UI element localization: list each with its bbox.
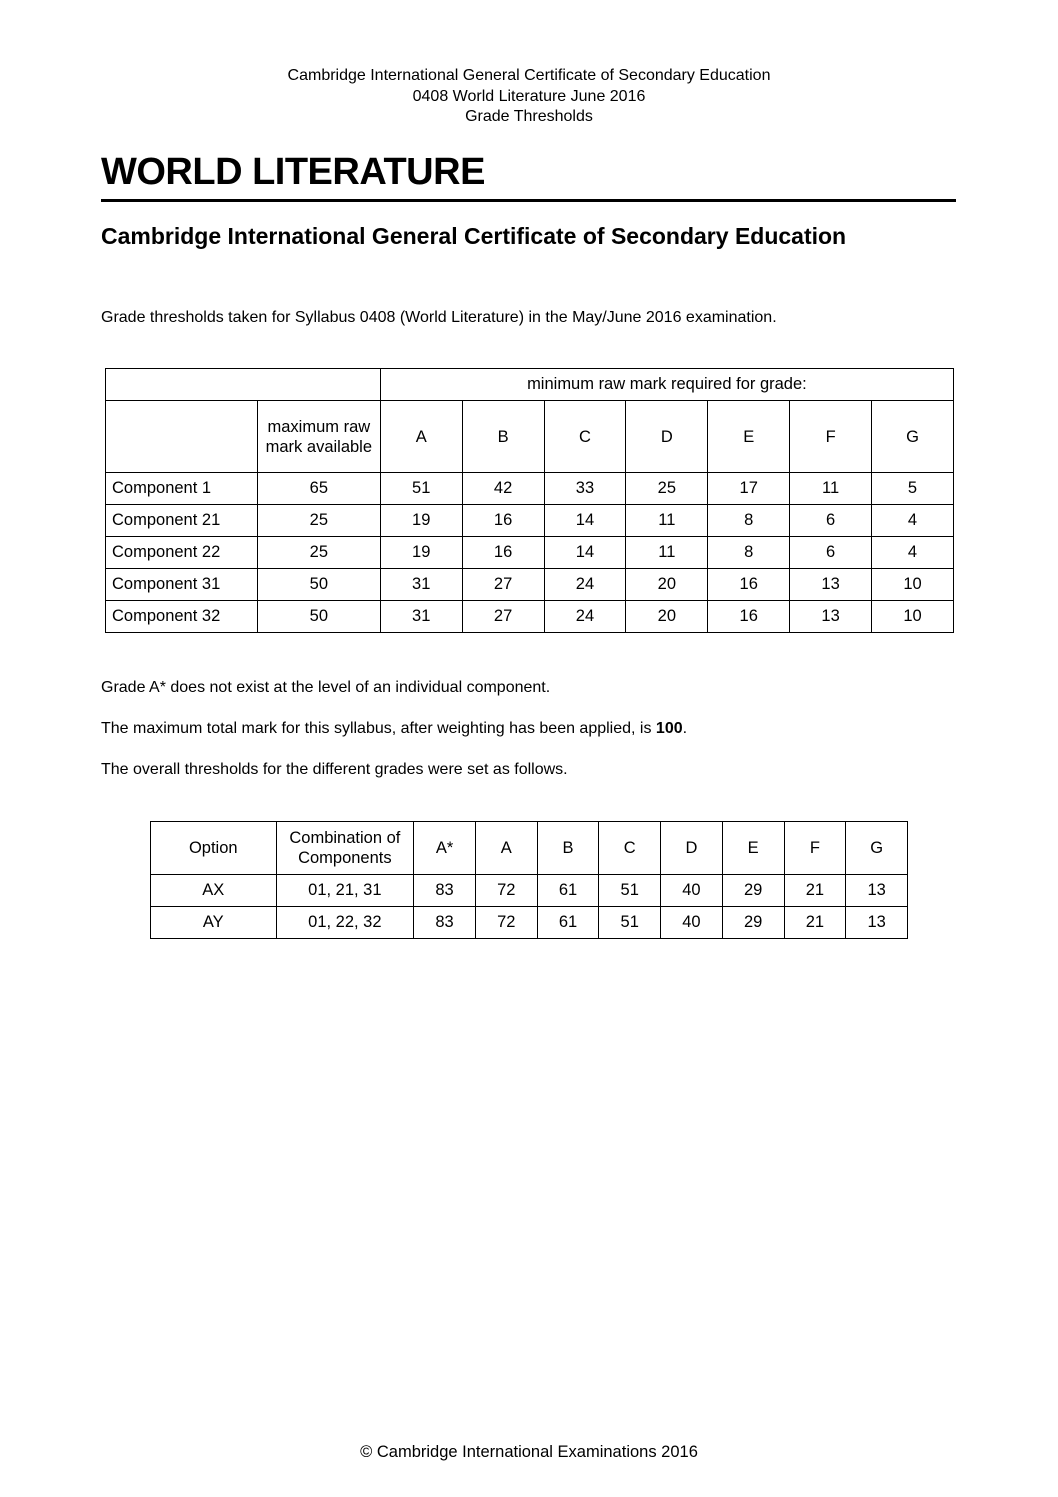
max-total-end: . [682,720,688,737]
component-name: Component 31 [106,569,258,601]
table-row [106,601,954,633]
max-total-text: The maximum total mark for this syllabus, after weighting has been applied, is [101,720,656,737]
threshold-value: 10 [872,601,954,633]
table-row [106,473,954,505]
intro-text: Grade thresholds taken for Syllabus 0408 (World Literature) in the May/June 2016 examination. [101,309,777,326]
threshold-value: 51 [599,907,661,939]
grade-header: D [661,822,723,875]
threshold-value: 16 [462,537,544,569]
threshold-value: 16 [708,601,790,633]
header-line-qualification: Cambridge International General Certificate of Secondary Education [287,67,771,84]
table-row [106,505,954,537]
threshold-value: 17 [708,473,790,505]
component-name: Component 1 [106,473,258,505]
threshold-value: 4 [872,505,954,537]
threshold-value: 51 [380,473,462,505]
max-mark-value: 50 [257,569,380,601]
grade-header: F [790,401,872,473]
threshold-value: 19 [380,505,462,537]
combination-value: 01, 22, 32 [276,907,414,939]
threshold-value: 61 [537,875,599,907]
threshold-value: 20 [626,569,708,601]
grade-header: G [872,401,954,473]
grade-header: C [544,401,626,473]
threshold-value: 13 [790,569,872,601]
combination-header: Combination of Components [276,822,414,875]
max-total-note [101,719,687,739]
grade-header: D [626,401,708,473]
max-mark-value: 25 [257,505,380,537]
threshold-value: 6 [790,537,872,569]
component-name: Component 32 [106,601,258,633]
grade-header: B [462,401,544,473]
grade-header: G [846,822,908,875]
threshold-value: 21 [784,875,846,907]
grade-header: F [784,822,846,875]
component-name: Component 21 [106,505,258,537]
max-mark-header: maximum raw mark available [257,401,380,473]
grade-header: B [537,822,599,875]
threshold-value: 8 [708,505,790,537]
max-total-value: 100 [655,720,683,737]
grade-header: E [722,822,784,875]
threshold-value: 31 [380,601,462,633]
threshold-value: 14 [544,537,626,569]
threshold-value: 8 [708,537,790,569]
table-row [151,907,908,939]
threshold-value: 42 [462,473,544,505]
copyright-footer: © Cambridge International Examinations 2016 [360,1443,698,1461]
option-value: AY [151,907,277,939]
option-value: AX [151,875,277,907]
max-mark-value: 65 [257,473,380,505]
threshold-value: 40 [661,907,723,939]
threshold-value: 33 [544,473,626,505]
threshold-value: 11 [790,473,872,505]
threshold-value: 61 [537,907,599,939]
header-line-document-type: Grade Thresholds [465,108,593,125]
threshold-value: 31 [380,569,462,601]
threshold-value: 20 [626,601,708,633]
threshold-value: 51 [599,875,661,907]
page-header [0,66,1058,128]
threshold-value: 72 [475,907,537,939]
threshold-value: 16 [708,569,790,601]
threshold-value: 5 [872,473,954,505]
title-divider [101,199,956,202]
threshold-value: 29 [722,907,784,939]
component-name: Component 22 [106,537,258,569]
threshold-value: 24 [544,569,626,601]
page-title: WORLD LITERATURE [101,151,485,193]
grade-header: A [475,822,537,875]
threshold-value: 83 [414,875,476,907]
threshold-value: 29 [722,875,784,907]
overall-note: The overall thresholds for the different grades were set as follows. [101,761,568,778]
page-subtitle: Cambridge International General Certificate of Secondary Education [101,223,847,249]
max-mark-value: 50 [257,601,380,633]
threshold-value: 72 [475,875,537,907]
table-corner-cell [106,369,381,401]
header-line-syllabus: 0408 World Literature June 2016 [412,87,646,105]
grade-header: E [708,401,790,473]
threshold-value: 40 [661,875,723,907]
threshold-value: 11 [626,505,708,537]
threshold-value: 27 [462,601,544,633]
threshold-value: 14 [544,505,626,537]
table-row [106,569,954,601]
threshold-value: 13 [846,907,908,939]
threshold-value: 27 [462,569,544,601]
table-row [151,875,908,907]
table-row [106,537,954,569]
grade-header: A* [414,822,476,875]
overall-thresholds-table [150,821,908,939]
threshold-value: 25 [626,473,708,505]
threshold-value: 10 [872,569,954,601]
threshold-value: 4 [872,537,954,569]
grade-header: A [380,401,462,473]
threshold-value: 19 [380,537,462,569]
threshold-value: 13 [846,875,908,907]
threshold-value: 21 [784,907,846,939]
threshold-value: 83 [414,907,476,939]
grade-header: C [599,822,661,875]
a-star-note: Grade A* does not exist at the level of an individual component. [101,679,551,696]
combination-value: 01, 21, 31 [276,875,414,907]
grade-group-header: minimum raw mark required for grade: [380,369,953,401]
threshold-value: 11 [626,537,708,569]
threshold-value: 6 [790,505,872,537]
component-header-cell [106,401,258,473]
threshold-value: 24 [544,601,626,633]
threshold-value: 13 [790,601,872,633]
option-header: Option [151,822,277,875]
threshold-value: 16 [462,505,544,537]
component-thresholds-table [105,368,954,633]
max-mark-value: 25 [257,537,380,569]
